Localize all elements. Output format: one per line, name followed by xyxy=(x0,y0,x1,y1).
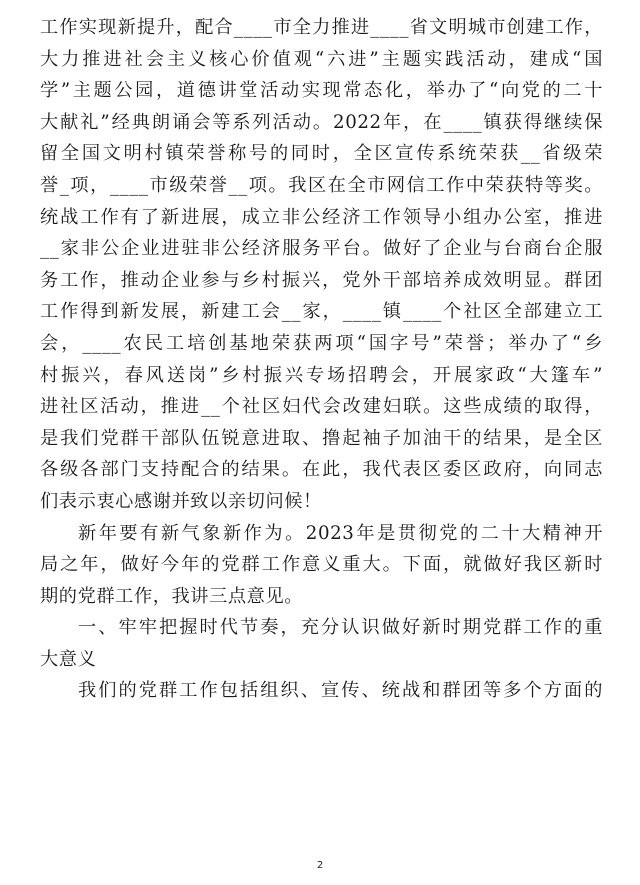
text-line: 我们的党群工作包括组织、宣传、统战和群团等多个方面的 xyxy=(78,680,603,702)
text-line: 誉_项，____市级荣誉__项。我区在全市网信工作中荣获特等奖。 xyxy=(40,174,603,196)
text-line: 大力推进社会主义核心价值观“六进”主题实践活动，建成“国 xyxy=(40,48,603,70)
section-heading-one xyxy=(40,612,603,675)
heading-line: 大意义 xyxy=(40,648,97,670)
body-paragraph-new-year xyxy=(40,518,603,613)
text-line: __家非公企业进驻非公经济服务平台。做好了企业与台商台企服 xyxy=(40,238,603,260)
text-line: 工作实现新提升，配合____市全力推进____省文明城市创建工作， xyxy=(40,17,603,38)
text-line: 学”主题公园，道德讲堂活动实现常态化，举办了“向党的二十 xyxy=(40,80,603,102)
body-paragraph-achievements xyxy=(40,12,603,518)
document-page xyxy=(40,12,603,707)
text-line: 期的党群工作，我讲三点意见。 xyxy=(40,585,304,607)
text-line: 统战工作有了新进展，成立非公经济工作领导小组办公室，推进 xyxy=(40,206,603,228)
text-line: 局之年，做好今年的党群工作意义重大。下面，就做好我区新时 xyxy=(40,554,603,576)
body-paragraph-party-work xyxy=(40,675,603,707)
text-line: 会，____农民工培创基地荣获两项“国字号”荣誉；举办了“乡 xyxy=(40,332,603,354)
text-line: 新年要有新气象新作为。2023年是贯彻党的二十大精神开 xyxy=(78,522,603,544)
page-number: 2 xyxy=(316,860,324,871)
text-line: 大献礼”经典朗诵会等系列活动。2022年，在____镇获得继续保 xyxy=(40,111,603,133)
text-line: 村振兴，春风送岗”乡村振兴专场招聘会，开展家政“大篷车” xyxy=(40,364,603,386)
text-line: 各级各部门支持配合的结果。在此，我代表区委区政府，向同志 xyxy=(40,459,603,481)
text-line: 们表示衷心感谢并致以亲切问候！ xyxy=(40,490,322,512)
heading-line: 一、牢牢把握时代节奏，充分认识做好新时期党群工作的重 xyxy=(78,617,603,639)
text-line: 是我们党群干部队伍锐意进取、撸起袖子加油干的结果，是全区 xyxy=(40,427,603,449)
text-line: 进社区活动，推进__个社区妇代会改建妇联。这些成绩的取得， xyxy=(40,396,603,418)
text-line: 务工作，推动企业参与乡村振兴，党外干部培养成效明显。群团 xyxy=(40,269,603,291)
text-line: 工作得到新发展，新建工会__家，____镇____个社区全部建立工 xyxy=(40,301,603,323)
text-line: 留全国文明村镇荣誉称号的同时，全区宣传系统荣获__省级荣 xyxy=(40,143,603,165)
